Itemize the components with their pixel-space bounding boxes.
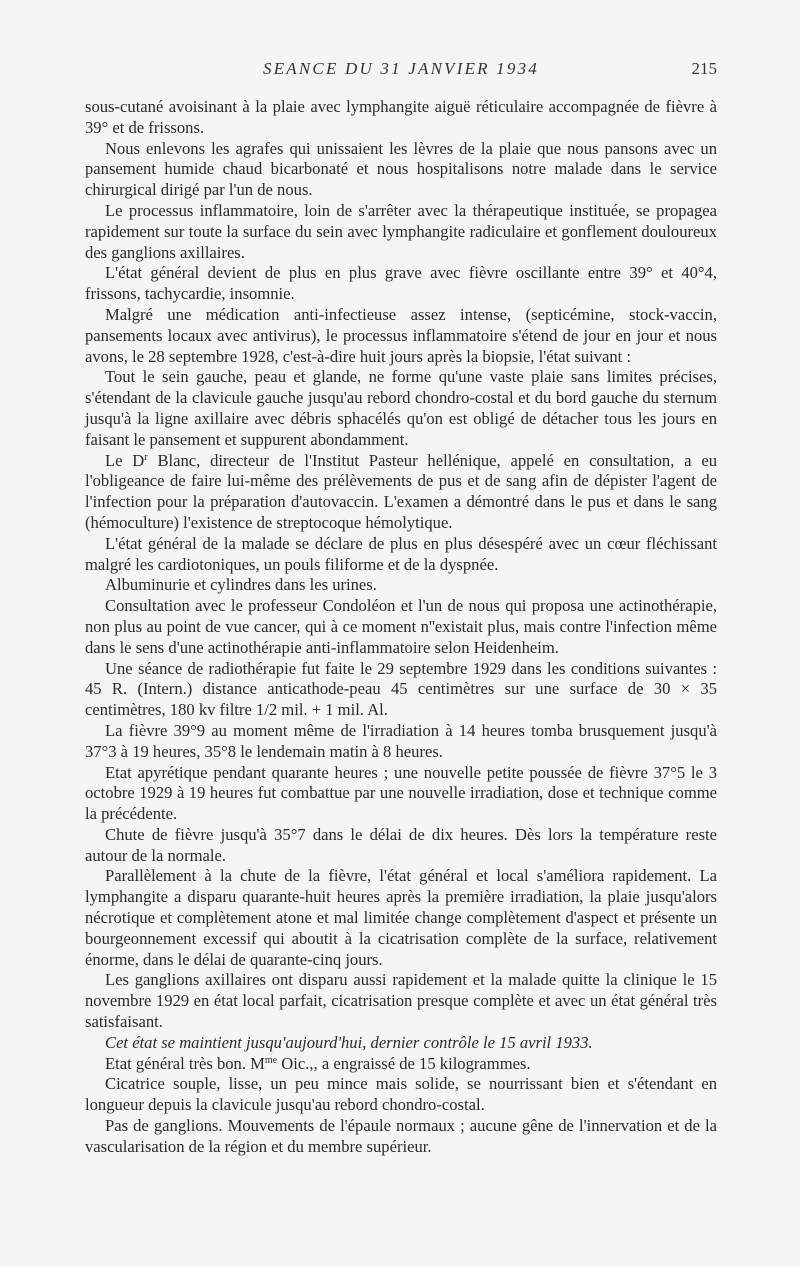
paragraph: Etat apyrétique pendant quarante heures ; une nouvelle petite poussée de fièvre 37°5 le 3 octobre 1929 à 19 heures fut combattue par une nouvelle irradiation, dose et technique comme la précédente. <box>85 762 717 824</box>
paragraph-text: Blanc, directeur de l'Institut Pasteur hellénique, appelé en consultation, a eu l'obligeance de faire lui-même des prélèvements de pus et de sang afin de dépister l'agent de l'infection pour la préparation d'autovaccin. L'examen a démontré dans le pus et dans le sang (hémoculture) l'existence de streptocoque hémolytique. <box>85 450 717 532</box>
paragraph: Chute de fièvre jusqu'à 35°7 dans le délai de dix heures. Dès lors la température reste autour de la normale. <box>85 824 717 865</box>
running-head <box>85 59 717 83</box>
paragraph: Le processus inflammatoire, loin de s'arrêter avec la thérapeutique instituée, se propagea rapidement sur toute la surface du sein avec lymphangite radiculaire et gonflement douloureux des ganglions axillaires. <box>85 200 717 262</box>
paragraph: Pas de ganglions. Mouvements de l'épaule normaux ; aucune gêne de l'innervation et de la vascularisation de la région et du membre supérieur. <box>85 1116 717 1156</box>
paragraph: sous-cutané avoisinant à la plaie avec lymphangite aiguë réticulaire accompagnée de fièvre à 39° et de frissons. <box>85 97 717 137</box>
paragraph <box>85 451 717 534</box>
paragraph: Albuminurie et cylindres dans les urines. <box>105 575 377 595</box>
paragraph: Parallèlement à la chute de la fièvre, l'état général et local s'améliora rapidement. La lymphangite a disparu quarante-huit heures après la première irradiation, la plaie jusqu'alors nécrotique et complètement atone et mal limitée change complètement d'aspect et présente un bourgeonnement excessif qui aboutit à la cicatrisation complète de la surface, relativement énorme, dans le délai de quarante-cinq jours. <box>85 866 717 969</box>
paragraph-text: Le D <box>105 450 145 470</box>
paragraph: Consultation avec le professeur Condoléon et l'un de nous qui proposa une actinothérapie, non plus au point de vue cancer, qui à ce moment n''existait plus, mais contre l'infection même dans le sens d'une actinothérapie anti-inflammatoire selon Heidenheim. <box>85 596 717 657</box>
paragraph: Cicatrice souple, lisse, un peu mince mais solide, se nourrissant bien et s'étendant en longueur depuis la clavicule jusqu'au rebord chondro-costal. <box>85 1074 717 1115</box>
page-number: 215 <box>691 59 717 78</box>
paragraph <box>85 1054 717 1075</box>
paragraph: Les ganglions axillaires ont disparu aussi rapidement et la malade quitte la clinique le 15 novembre 1929 en état local parfait, cicatrisation presque complète et avec un état général très satisfaisant. <box>85 970 717 1032</box>
paragraph: L'état général devient de plus en plus grave avec fièvre oscillante entre 39° et 40°4, frissons, tachycardie, insomnie. <box>85 263 717 304</box>
superscript: me <box>264 1054 278 1066</box>
paragraph: La fièvre 39°9 au moment même de l'irradiation à 14 heures tomba brusquement jusqu'à 37°3 à 19 heures, 35°8 le lendemain matin à 8 heures. <box>85 720 717 761</box>
paragraph: Une séance de radiothérapie fut faite le 29 septembre 1929 dans les conditions suivantes : 45 R. (Intern.) distance anticathode-peau 45 centimètres sur une surface de 30 × 35 centimètres, 180 kv filtre 1/2 mil. + 1 mil. Al. <box>85 658 717 720</box>
running-title: SEANCE DU 31 JANVIER 1934 <box>263 59 539 78</box>
paragraph: Tout le sein gauche, peau et glande, ne forme qu'une vaste plaie sans limites précises, s'étendant de la clavicule gauche jusqu'au rebord chondro-costal et du bord gauche du sternum jusqu'à la ligne axillaire avec débris sphacélés qu'on est obligé de détacher tous les jours en faisant le pansement et suppurent abondamment. <box>85 367 717 449</box>
paragraph: Malgré une médication anti-infectieuse assez intense, (septicémine, stock-vaccin, pansements locaux avec antivirus), le processus inflammatoire s'étend de jour en jour et nous avons, le 28 septembre 1928, c'est-à-dire huit jours après la biopsie, l'état suivant : <box>85 304 717 366</box>
paragraph: L'état général de la malade se déclare de plus en plus désespéré avec un cœur fléchissant malgré les cardiotoniques, un pouls filiforme et de la dyspnée. <box>85 533 717 574</box>
paragraph: Nous enlevons les agrafes qui unissaient les lèvres de la plaie que nous pansons avec un pansement humide chaud bicarbonaté et nous hospitalisons notre malade dans le service chirurgical dirigé par l'un de nous. <box>85 138 717 200</box>
paragraph-text: Etat général très bon. M <box>105 1053 265 1073</box>
paragraph-italic: Cet état se maintient jusqu'aujourd'hui, dernier contrôle le 15 avril 1933. <box>105 1032 593 1052</box>
body-text <box>85 97 717 1158</box>
superscript: r <box>144 451 148 463</box>
paragraph-text: Oic.,, a engraissé de 15 kilogrammes. <box>277 1053 531 1073</box>
